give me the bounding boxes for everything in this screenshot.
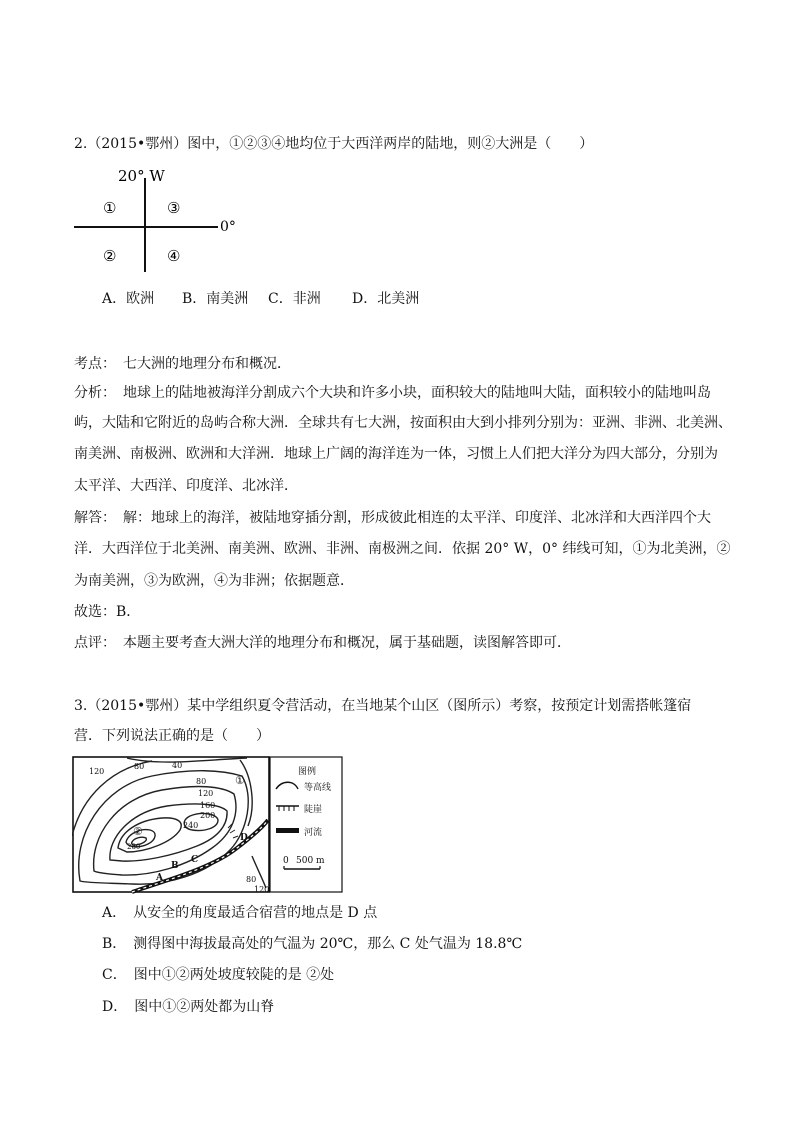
scale-value-label: 500 m (296, 856, 325, 866)
quadrant-3-label: ③ (167, 199, 181, 217)
contour-label-80-se: 80 (246, 875, 257, 884)
q2-option-d: D．北美洲 (352, 291, 420, 307)
quadrant-4-label: ④ (167, 247, 181, 265)
contour-label-120-ne: 120 (198, 789, 214, 798)
q2-fenxi-line-4: 太平洋、大西洋、印度洋、北冰洋． (74, 478, 298, 494)
q2-option-a: A．欧洲 (102, 291, 155, 307)
q2-fenxi-line-3: 南美洲、南极洲、欧洲和大洋洲．地球上广阔的海洋连为一体，习惯上人们把大洋分为四大部分，分别为 (74, 446, 718, 462)
q2-answer: 故选：B． (74, 604, 141, 620)
scale-bar (284, 866, 320, 869)
q2-coordinate-figure (70, 164, 250, 276)
contour-label-40-n: 40 (172, 761, 183, 770)
equator-label: 0° (220, 219, 236, 235)
q2-option-b: B．南美洲 (182, 291, 249, 307)
q3-option-c: C． 图中①②两处坡度较陡的是 ②处 (102, 967, 335, 983)
q2-fenxi-line-2: 屿，大陆和它附近的岛屿合称大洲．全球共有七大洲，按面积由大到小排列分别为：亚洲、非洲、北美洲、 (74, 415, 732, 431)
contour-label-200: 200 (200, 811, 216, 820)
legend-river-label: 河流 (304, 828, 323, 838)
contour-label-280: 280 (127, 843, 141, 851)
contour-label-240: 240 (183, 821, 199, 830)
point-d-label: D (240, 833, 248, 843)
q2-jieda-line-3: 为南美洲，③为欧洲，④为非洲；依据题意． (74, 573, 354, 589)
q2-stem: 2.（2015•鄂州）图中，①②③④地均位于大西洋两岸的陆地，则②大洲是（ ） (74, 136, 594, 152)
q3-contour-map (72, 756, 344, 894)
legend-contour-label: 等高线 (304, 783, 332, 793)
q3-option-d: D． 图中①②两处都为山脊 (102, 999, 275, 1015)
contour-label-80-n: 80 (134, 762, 145, 771)
contour-label-120-se: 120 (254, 885, 270, 894)
legend-cliff-symbol (276, 806, 299, 811)
legend-cliff-label: 陡崖 (304, 805, 323, 815)
meridian-label: 20° W (118, 167, 165, 185)
q2-jieda-line-2: 洋．大西洋位于北美洲、南美洲、欧洲、非洲、南极洲之间．依据 20° W，0° 纬线可知，①为北美洲，② (74, 541, 731, 557)
q2-dianping: 点评： 本题主要考查大洲大洋的地理分布和概况，属于基础题，读图解答即可． (74, 635, 571, 651)
contour-40-top (127, 758, 247, 762)
point-c-label: C (191, 855, 199, 865)
point-a-label: A (156, 873, 163, 883)
q3-stem-line-2: 营．下列说法正确的是（ ） (74, 728, 270, 744)
scale-zero-label: 0 (283, 856, 289, 866)
point-1-label: ① (235, 774, 245, 787)
legend-contour-symbol (276, 782, 298, 789)
legend-frame (270, 757, 342, 892)
q3-option-b: B． 测得图中海拔最高处的气温为 20℃，那么 C 处气温为 18.8℃ (102, 936, 523, 952)
q3-option-a: A． 从安全的角度最适合宿营的地点是 D 点 (102, 905, 378, 921)
contour-label-120-nw: 120 (89, 767, 105, 776)
q2-kaodian: 考点： 七大洲的地理分布和概况． (74, 356, 291, 372)
point-b-label: B (171, 861, 179, 871)
contour-label-160: 160 (200, 801, 216, 810)
contour-label-80-ne: 80 (196, 777, 207, 786)
legend-river-symbol (276, 828, 299, 833)
quadrant-1-label: ① (103, 199, 117, 217)
q2-option-c: C．非洲 (268, 291, 321, 307)
legend-title: 图例 (298, 767, 317, 777)
q2-jieda-line-1: 解答： 解：地球上的海洋，被陆地穿插分割，形成彼此相连的太平洋、印度洋、北冰洋和大西洋四个大 (74, 510, 711, 526)
q3-stem-line-1: 3.（2015•鄂州）某中学组织夏令营活动，在当地某个山区（图所示）考察，按预定计划需搭帐篷宿 (74, 698, 692, 714)
point-2-label: ② (133, 825, 143, 838)
q2-fenxi-line-1: 分析： 地球上的陆地被海洋分割成六个大块和许多小块，面积较大的陆地叫大陆，面积较小的陆地叫岛 (74, 385, 711, 401)
quadrant-2-label: ② (103, 247, 117, 265)
